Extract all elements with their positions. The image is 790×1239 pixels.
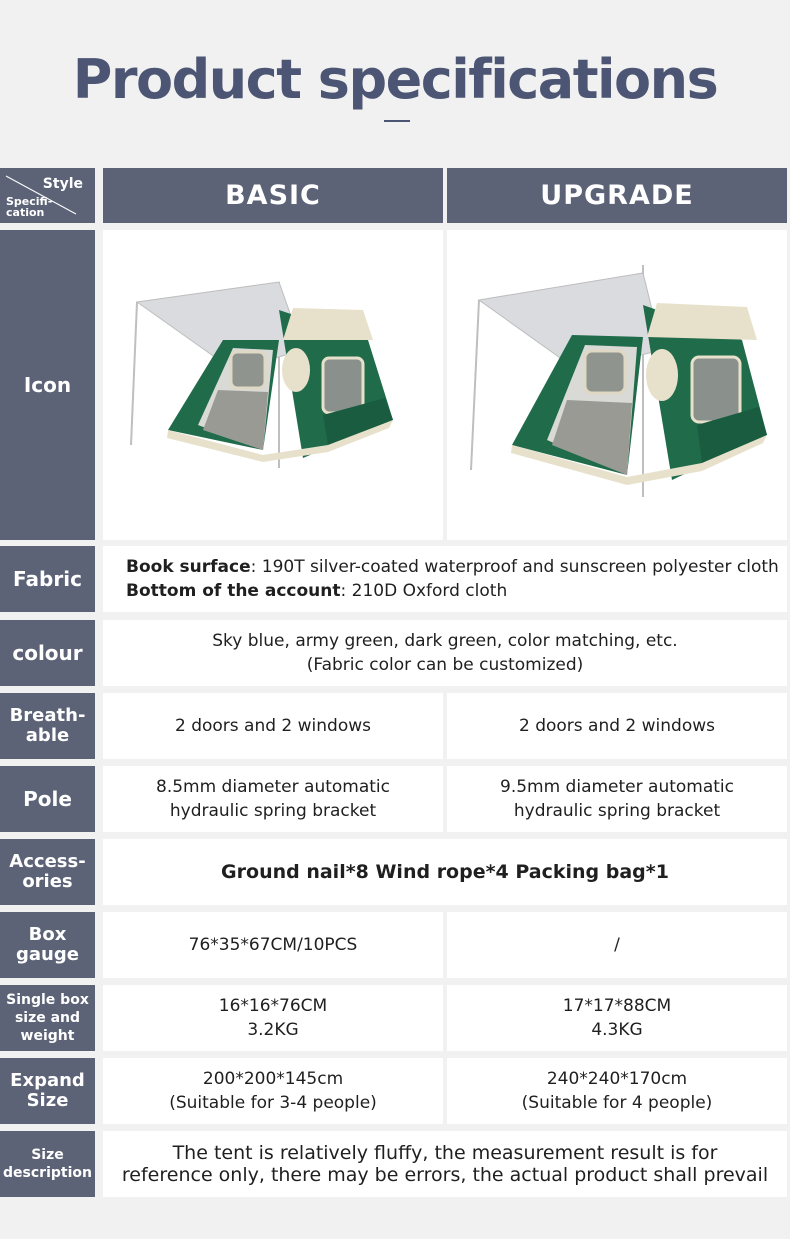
column-header-upgrade: UPGRADE xyxy=(447,168,787,223)
icon-row xyxy=(0,230,790,540)
pole-basic: 8.5mm diameter automatic hydraulic spring bracket xyxy=(103,766,443,832)
row-label-icon: Icon xyxy=(0,230,95,540)
row-label-box-gauge: Box gauge xyxy=(0,912,95,978)
size-description-value: The tent is relatively fluffy, the measurement result is for reference only, there may be errors, the actual product shall prevail xyxy=(103,1131,787,1197)
fabric-key-2: Bottom of the account xyxy=(126,581,341,601)
single-box-row xyxy=(0,985,790,1051)
fabric-value xyxy=(103,546,787,612)
fabric-line-2 xyxy=(126,579,779,603)
fabric-value-1: : 190T silver-coated waterproof and sunscreen polyester cloth xyxy=(250,557,779,577)
title-underline xyxy=(384,120,410,122)
corner-style-label: Style xyxy=(42,176,83,192)
row-label-expand-size: Expand Size xyxy=(0,1058,95,1124)
single-box-upgrade: 17*17*88CM 4.3KG xyxy=(447,985,787,1051)
expand-size-row xyxy=(0,1058,790,1124)
expand-size-basic: 200*200*145cm (Suitable for 3-4 people) xyxy=(103,1058,443,1124)
row-label-accessories: Access- ories xyxy=(0,839,95,905)
fabric-line-1 xyxy=(126,555,779,579)
tent-icon xyxy=(123,280,423,490)
fabric-row xyxy=(0,546,790,612)
colour-value: Sky blue, army green, dark green, color matching, etc. (Fabric color can be customized) xyxy=(103,620,787,686)
header-row xyxy=(0,168,790,223)
expand-size-upgrade: 240*240*170cm (Suitable for 4 people) xyxy=(447,1058,787,1124)
row-label-fabric: Fabric xyxy=(0,546,95,612)
column-header-basic: BASIC xyxy=(103,168,443,223)
accessories-value: Ground nail*8 Wind rope*4 Packing bag*1 xyxy=(103,839,787,905)
box-gauge-row xyxy=(0,912,790,978)
breathable-upgrade: 2 doors and 2 windows xyxy=(447,693,787,759)
tent-icon xyxy=(457,265,777,505)
upgrade-tent-image xyxy=(447,230,787,540)
row-label-size-description: Size description xyxy=(0,1131,95,1197)
page-title: Product specifications xyxy=(72,48,718,111)
fabric-value-2: : 210D Oxford cloth xyxy=(340,581,508,601)
accessories-row xyxy=(0,839,790,905)
single-box-basic: 16*16*76CM 3.2KG xyxy=(103,985,443,1051)
row-label-colour: colour xyxy=(0,620,95,686)
fabric-key-1: Book surface xyxy=(126,557,251,577)
row-label-breathable: Breath- able xyxy=(0,693,95,759)
corner-cell xyxy=(0,168,95,223)
colour-row xyxy=(0,620,790,686)
box-gauge-basic: 76*35*67CM/10PCS xyxy=(103,912,443,978)
corner-spec-label: Specifi- cation xyxy=(6,195,53,219)
breathable-basic: 2 doors and 2 windows xyxy=(103,693,443,759)
size-description-row xyxy=(0,1131,790,1197)
basic-tent-image xyxy=(103,230,443,540)
pole-row xyxy=(0,766,790,832)
pole-upgrade: 9.5mm diameter automatic hydraulic spring bracket xyxy=(447,766,787,832)
breathable-row xyxy=(0,693,790,759)
row-label-single-box: Single box size and weight xyxy=(0,985,95,1051)
row-label-pole: Pole xyxy=(0,766,95,832)
box-gauge-upgrade: / xyxy=(447,912,787,978)
